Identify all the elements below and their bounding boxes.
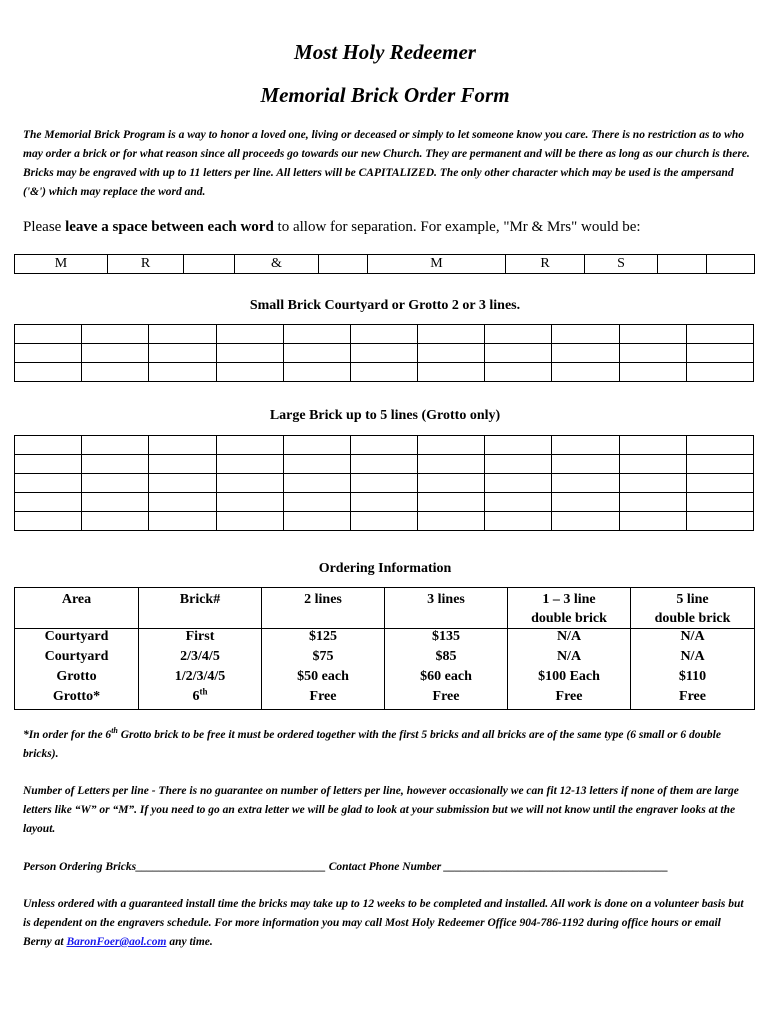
letter-cell[interactable] <box>350 455 417 474</box>
letter-cell[interactable] <box>686 436 753 455</box>
header-double-brick-1-3: 1 – 3 line double brick <box>508 588 631 629</box>
example-cell[interactable] <box>707 255 755 274</box>
large-brick-grid <box>14 435 754 531</box>
letter-cell[interactable] <box>485 436 552 455</box>
letter-cell[interactable] <box>216 344 283 363</box>
large-brick-caption: Large Brick up to 5 lines (Grotto only) <box>269 408 501 423</box>
letter-cell[interactable] <box>350 512 417 531</box>
letter-cell[interactable] <box>686 363 753 382</box>
brick-line-row <box>15 344 754 363</box>
letter-cell[interactable] <box>350 436 417 455</box>
example-cell[interactable]: M <box>368 255 506 274</box>
example-cell[interactable]: S <box>585 255 658 274</box>
letter-cell[interactable] <box>149 474 216 493</box>
letter-cell[interactable] <box>216 493 283 512</box>
cell-area: Grotto <box>15 669 139 689</box>
letter-cell[interactable] <box>418 512 485 531</box>
instruction-pre: Please <box>23 219 66 235</box>
cell-brick: First <box>139 629 262 650</box>
small-brick-caption: Small Brick Courtyard or Grotto 2 or 3 lines. <box>249 298 521 313</box>
spacing-instruction <box>23 219 641 236</box>
letter-cell[interactable] <box>15 344 82 363</box>
letter-cell[interactable] <box>686 474 753 493</box>
letter-cell[interactable] <box>149 436 216 455</box>
person-ordering-line[interactable]: Person Ordering Bricks_________________________________ Contact Phone Number _______________________________________ <box>23 861 669 873</box>
header-3-lines: 3 lines <box>385 588 508 629</box>
cell-3-lines: $135 <box>385 629 508 650</box>
ordering-row <box>15 649 755 669</box>
letter-cell[interactable] <box>350 325 417 344</box>
letters-per-line-note: Number of Letters per line - There is no guarantee on number of letters per line, however occasionally we can fit 12-13 letters if none of them are large letters like “W” or “M”. If you need to go an extra letter we will be glad to look at your submission but we will not know until the engraver looks at the layout. <box>23 785 739 835</box>
cell-double-1-3: $100 Each <box>508 669 631 689</box>
letter-cell[interactable] <box>619 493 686 512</box>
header-2-lines: 2 lines <box>262 588 385 629</box>
letter-cell[interactable] <box>283 455 350 474</box>
brick-line-row <box>15 325 754 344</box>
letter-cell[interactable] <box>552 455 619 474</box>
letter-cell[interactable] <box>485 455 552 474</box>
letter-cell[interactable] <box>418 493 485 512</box>
ordering-info-table <box>14 587 755 710</box>
letter-cell[interactable] <box>485 344 552 363</box>
letter-cell[interactable] <box>149 363 216 382</box>
letter-cell[interactable] <box>15 325 82 344</box>
letter-cell[interactable] <box>418 455 485 474</box>
letter-cell[interactable] <box>619 363 686 382</box>
letter-cell[interactable] <box>15 363 82 382</box>
instruction-post: to allow for separation. For example, "Mr & Mrs" would be: <box>273 219 641 235</box>
letter-cell[interactable] <box>418 363 485 382</box>
letter-cell[interactable] <box>552 325 619 344</box>
free-brick-footnote: *In order for the 6th Grotto brick to be free it must be ordered together with the first 5 bricks and all bricks are of the same type (6 small or 6 double bricks). <box>23 726 721 760</box>
email-link[interactable]: BaronFoer@aol.com <box>66 936 167 948</box>
letter-cell[interactable] <box>619 474 686 493</box>
header-double-brick-5: 5 line double brick <box>631 588 755 629</box>
letter-cell[interactable] <box>283 436 350 455</box>
intro-paragraph: The Memorial Brick Program is a way to honor a loved one, living or deceased or simply to let someone know you care. There is no restriction as to who may order a brick or for what reason since all proceeds go towards our new Church. They are permanent and will be there as long as our church is there. Bricks may be engraved with up to 11 letters per line. All letters will be CAPITALIZED. The only other character which may be used is the ampersand ('&') which may replace the word and. <box>23 129 750 198</box>
letter-cell[interactable] <box>283 493 350 512</box>
small-brick-grid <box>14 324 754 382</box>
cell-double-1-3: Free <box>508 689 631 710</box>
brick-line-row <box>15 363 754 382</box>
example-cell[interactable]: R <box>108 255 184 274</box>
letter-cell[interactable] <box>686 455 753 474</box>
cell-2-lines: $125 <box>262 629 385 650</box>
ordering-caption: Ordering Information <box>318 561 452 576</box>
letter-cell[interactable] <box>82 493 149 512</box>
letter-cell[interactable] <box>15 455 82 474</box>
letter-cell[interactable] <box>82 436 149 455</box>
cell-area: Courtyard <box>15 649 139 669</box>
header-brick-number: Brick# <box>139 588 262 629</box>
letter-cell[interactable] <box>552 436 619 455</box>
letter-cell[interactable] <box>283 474 350 493</box>
ordering-header-row <box>15 588 755 629</box>
cell-3-lines: $85 <box>385 649 508 669</box>
form-title: Most Holy Redeemer <box>294 40 476 64</box>
letter-cell[interactable] <box>350 493 417 512</box>
ordering-row <box>15 689 755 710</box>
letter-cell[interactable] <box>552 493 619 512</box>
letter-cell[interactable] <box>216 325 283 344</box>
brick-line-row <box>15 455 754 474</box>
brick-line-row <box>15 512 754 531</box>
cell-area: Grotto* <box>15 689 139 710</box>
header-area: Area <box>15 588 139 629</box>
letter-cell[interactable] <box>350 474 417 493</box>
cell-2-lines: $75 <box>262 649 385 669</box>
letter-cell[interactable] <box>82 455 149 474</box>
letter-cell[interactable] <box>149 455 216 474</box>
letter-cell[interactable] <box>283 325 350 344</box>
letter-cell[interactable] <box>82 474 149 493</box>
letter-cell[interactable] <box>619 455 686 474</box>
letter-cell[interactable] <box>82 325 149 344</box>
letter-cell[interactable] <box>686 344 753 363</box>
letter-cell[interactable] <box>552 512 619 531</box>
ordering-row <box>15 629 755 650</box>
letter-cell[interactable] <box>15 436 82 455</box>
letter-cell[interactable] <box>15 493 82 512</box>
letter-cell[interactable] <box>552 363 619 382</box>
cell-double-5: Free <box>631 689 755 710</box>
letter-cell[interactable] <box>82 363 149 382</box>
letter-cell[interactable] <box>686 325 753 344</box>
cell-area: Courtyard <box>15 629 139 650</box>
letter-cell[interactable] <box>149 512 216 531</box>
cell-2-lines: $50 each <box>262 669 385 689</box>
letter-cell[interactable] <box>216 436 283 455</box>
letter-cell[interactable] <box>619 325 686 344</box>
letter-cell[interactable] <box>418 344 485 363</box>
letter-cell[interactable] <box>15 474 82 493</box>
letter-cell[interactable] <box>418 325 485 344</box>
letter-cell[interactable] <box>350 363 417 382</box>
letter-cell[interactable] <box>686 512 753 531</box>
letter-cell[interactable] <box>149 493 216 512</box>
cell-double-5: N/A <box>631 649 755 669</box>
cell-double-1-3: N/A <box>508 649 631 669</box>
cell-3-lines: $60 each <box>385 669 508 689</box>
letter-cell[interactable] <box>619 344 686 363</box>
cell-2-lines: Free <box>262 689 385 710</box>
example-cell[interactable]: & <box>235 255 319 274</box>
instruction-emphasis: leave a space between each word <box>65 219 274 235</box>
letter-cell[interactable] <box>216 474 283 493</box>
letter-cell[interactable] <box>485 493 552 512</box>
cell-3-lines: Free <box>385 689 508 710</box>
letter-cell[interactable] <box>418 474 485 493</box>
letter-cell[interactable] <box>283 363 350 382</box>
form-subtitle: Memorial Brick Order Form <box>260 83 510 107</box>
letter-cell[interactable] <box>82 512 149 531</box>
brick-line-row <box>15 493 754 512</box>
example-row-table <box>14 254 755 274</box>
closing-paragraph: Unless ordered with a guaranteed install time the bricks may take up to 12 weeks to be completed and installed. All work is done on a volunteer basis but is dependent on the engravers schedule. For more information you may call Most Holy Redeemer Office 904-786-1192 during office hours or email Berny at BaronFoer@aol.com any time. <box>23 898 744 948</box>
cell-brick: 1/2/3/4/5 <box>139 669 262 689</box>
example-cell[interactable] <box>184 255 235 274</box>
cell-brick: 6th <box>139 689 262 710</box>
letter-cell[interactable] <box>485 325 552 344</box>
letter-cell[interactable] <box>418 436 485 455</box>
letter-cell[interactable] <box>552 344 619 363</box>
letter-cell[interactable] <box>485 512 552 531</box>
letter-cell[interactable] <box>619 436 686 455</box>
letter-cell[interactable] <box>619 512 686 531</box>
letter-cell[interactable] <box>552 474 619 493</box>
letter-cell[interactable] <box>485 474 552 493</box>
example-cell[interactable]: M <box>15 255 108 274</box>
letter-cell[interactable] <box>216 512 283 531</box>
cell-double-5: N/A <box>631 629 755 650</box>
letter-cell[interactable] <box>149 344 216 363</box>
letter-cell[interactable] <box>82 344 149 363</box>
letter-cell[interactable] <box>686 493 753 512</box>
brick-line-row <box>15 474 754 493</box>
cell-brick: 2/3/4/5 <box>139 649 262 669</box>
brick-line-row <box>15 436 754 455</box>
letter-cell[interactable] <box>216 363 283 382</box>
letter-cell[interactable] <box>216 455 283 474</box>
example-row <box>15 255 755 274</box>
example-cell[interactable] <box>658 255 707 274</box>
example-cell[interactable] <box>319 255 368 274</box>
cell-double-1-3: N/A <box>508 629 631 650</box>
letter-cell[interactable] <box>15 512 82 531</box>
ordering-row <box>15 669 755 689</box>
letter-cell[interactable] <box>485 363 552 382</box>
cell-double-5: $110 <box>631 669 755 689</box>
example-cell[interactable]: R <box>506 255 585 274</box>
letter-cell[interactable] <box>149 325 216 344</box>
letter-cell[interactable] <box>283 344 350 363</box>
letter-cell[interactable] <box>350 344 417 363</box>
letter-cell[interactable] <box>283 512 350 531</box>
